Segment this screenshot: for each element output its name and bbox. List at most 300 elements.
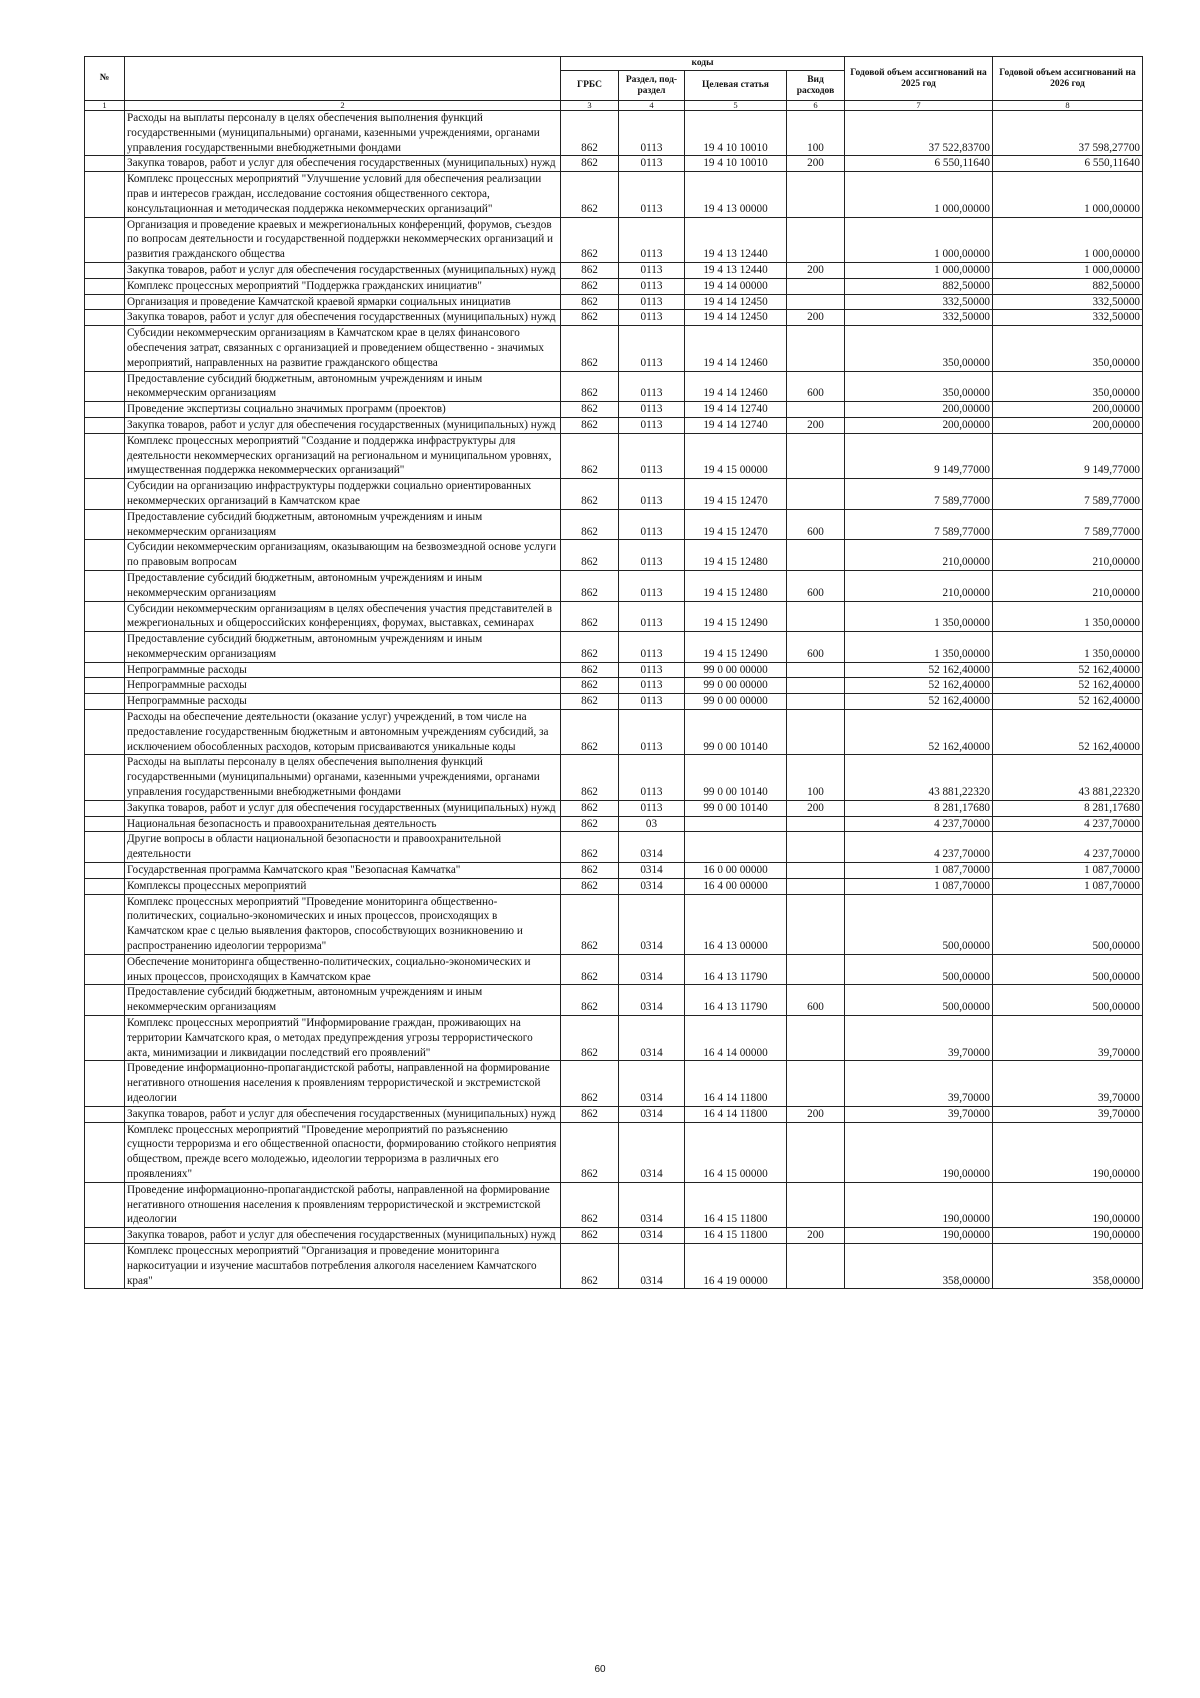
table-row bbox=[85, 632, 1143, 663]
row-target-article: 99 0 00 00000 bbox=[685, 662, 787, 678]
table-row bbox=[85, 694, 1143, 710]
row-expense-type: 200 bbox=[787, 1228, 845, 1244]
row-grbs: 862 bbox=[561, 509, 619, 540]
row-description: Предоставление субсидий бюджетным, автономным учреждениям и иным некоммерческим организациям bbox=[125, 985, 561, 1016]
row-amount-2025: 200,00000 bbox=[845, 417, 993, 433]
row-grbs: 862 bbox=[561, 540, 619, 571]
row-expense-type: 600 bbox=[787, 985, 845, 1016]
column-index: 6 bbox=[787, 101, 845, 111]
row-description: Комплекс процессных мероприятий "Информирование граждан, проживающих на территории Камчатского края, о методах предупреждения угрозы террористического акта, минимизации и ликвидации последствий его проявлений" bbox=[125, 1016, 561, 1061]
row-target-article: 16 4 13 11790 bbox=[685, 985, 787, 1016]
row-amount-2025: 7 589,77000 bbox=[845, 509, 993, 540]
row-amount-2026: 4 237,70000 bbox=[993, 816, 1143, 832]
row-expense-type bbox=[787, 894, 845, 954]
row-grbs: 862 bbox=[561, 710, 619, 755]
row-razdel: 0113 bbox=[619, 479, 685, 510]
row-description: Субсидии некоммерческим организациям в Камчатском крае в целях финансового обеспечения затрат, связанных с организацией и проведением общественно - значимых мероприятий, направленных на развитие гражданского общества bbox=[125, 326, 561, 371]
row-razdel: 0113 bbox=[619, 755, 685, 800]
row-target-article: 16 0 00 00000 bbox=[685, 863, 787, 879]
table-row bbox=[85, 1182, 1143, 1227]
row-description: Закупка товаров, работ и услуг для обеспечения государственных (муниципальных) нужд bbox=[125, 800, 561, 816]
row-grbs: 862 bbox=[561, 156, 619, 172]
row-razdel: 0113 bbox=[619, 156, 685, 172]
row-amount-2026: 882,50000 bbox=[993, 278, 1143, 294]
row-target-article: 19 4 15 12480 bbox=[685, 570, 787, 601]
column-index: 8 bbox=[993, 101, 1143, 111]
row-description: Субсидии некоммерческим организациям, оказывающим на безвозмездной основе услуги по правовым вопросам bbox=[125, 540, 561, 571]
row-target-article: 19 4 15 12490 bbox=[685, 601, 787, 632]
row-expense-type: 100 bbox=[787, 755, 845, 800]
row-razdel: 0113 bbox=[619, 540, 685, 571]
row-expense-type bbox=[787, 294, 845, 310]
table-row bbox=[85, 262, 1143, 278]
row-amount-2025: 52 162,40000 bbox=[845, 662, 993, 678]
row-amount-2025: 500,00000 bbox=[845, 894, 993, 954]
row-target-article: 19 4 13 12440 bbox=[685, 217, 787, 262]
row-grbs: 862 bbox=[561, 172, 619, 217]
row-amount-2026: 1 350,00000 bbox=[993, 632, 1143, 663]
row-number-cell bbox=[85, 172, 125, 217]
header-description bbox=[125, 57, 561, 101]
row-expense-type bbox=[787, 1182, 845, 1227]
table-row bbox=[85, 570, 1143, 601]
row-description: Расходы на выплаты персоналу в целях обеспечения выполнения функций государственными (муниципальными) органами, казенными учреждениями, органами управления государственными внебюджетными фондами bbox=[125, 111, 561, 156]
table-row bbox=[85, 832, 1143, 863]
table-row bbox=[85, 1243, 1143, 1288]
row-description: Проведение информационно-пропагандистской работы, направленной на формирование негативного отношения населения к проявлениям террористической и экстремистской идеологии bbox=[125, 1061, 561, 1106]
row-number-cell bbox=[85, 863, 125, 879]
row-amount-2025: 1 350,00000 bbox=[845, 601, 993, 632]
column-index: 3 bbox=[561, 101, 619, 111]
row-amount-2025: 7 589,77000 bbox=[845, 479, 993, 510]
row-razdel: 0113 bbox=[619, 710, 685, 755]
row-grbs: 862 bbox=[561, 1061, 619, 1106]
row-amount-2026: 52 162,40000 bbox=[993, 662, 1143, 678]
row-target-article: 19 4 14 12460 bbox=[685, 326, 787, 371]
row-amount-2025: 52 162,40000 bbox=[845, 694, 993, 710]
row-number-cell bbox=[85, 262, 125, 278]
row-amount-2025: 190,00000 bbox=[845, 1122, 993, 1182]
row-amount-2025: 200,00000 bbox=[845, 402, 993, 418]
row-description: Предоставление субсидий бюджетным, автономным учреждениям и иным некоммерческим организациям bbox=[125, 570, 561, 601]
row-amount-2025: 332,50000 bbox=[845, 294, 993, 310]
row-razdel: 0314 bbox=[619, 954, 685, 985]
column-index: 2 bbox=[125, 101, 561, 111]
row-amount-2026: 39,70000 bbox=[993, 1016, 1143, 1061]
row-number-cell bbox=[85, 694, 125, 710]
row-expense-type bbox=[787, 540, 845, 571]
row-amount-2026: 350,00000 bbox=[993, 326, 1143, 371]
row-amount-2026: 39,70000 bbox=[993, 1061, 1143, 1106]
row-amount-2026: 190,00000 bbox=[993, 1228, 1143, 1244]
row-description: Комплекс процессных мероприятий "Проведение мониторинга общественно-политических, социально-экономических и иных процессов, происходящих в Камчатском крае с целью выявления факторов, способствующих возникновению и распространению идеологии терроризма" bbox=[125, 894, 561, 954]
row-amount-2025: 332,50000 bbox=[845, 310, 993, 326]
row-description: Организация и проведение Камчатской краевой ярмарки социальных инициатив bbox=[125, 294, 561, 310]
row-amount-2026: 52 162,40000 bbox=[993, 678, 1143, 694]
row-grbs: 862 bbox=[561, 632, 619, 663]
row-number-cell bbox=[85, 570, 125, 601]
row-expense-type bbox=[787, 326, 845, 371]
row-amount-2026: 500,00000 bbox=[993, 985, 1143, 1016]
row-amount-2026: 7 589,77000 bbox=[993, 509, 1143, 540]
row-target-article: 19 4 10 10010 bbox=[685, 156, 787, 172]
row-amount-2026: 1 000,00000 bbox=[993, 262, 1143, 278]
header-2025: Годовой объем ассигнований на 2025 год bbox=[845, 57, 993, 101]
row-grbs: 862 bbox=[561, 326, 619, 371]
row-target-article: 19 4 15 12480 bbox=[685, 540, 787, 571]
row-description: Организация и проведение краевых и межрегиональных конференций, форумов, съездов по вопросам деятельности и государственной поддержки некоммерческих организаций и развития гражданского общества bbox=[125, 217, 561, 262]
row-amount-2026: 190,00000 bbox=[993, 1122, 1143, 1182]
row-amount-2025: 39,70000 bbox=[845, 1061, 993, 1106]
row-razdel: 0113 bbox=[619, 294, 685, 310]
row-number-cell bbox=[85, 1122, 125, 1182]
row-amount-2025: 358,00000 bbox=[845, 1243, 993, 1288]
row-number-cell bbox=[85, 278, 125, 294]
row-amount-2025: 52 162,40000 bbox=[845, 710, 993, 755]
row-razdel: 0314 bbox=[619, 832, 685, 863]
row-amount-2025: 190,00000 bbox=[845, 1182, 993, 1227]
header-codes: коды bbox=[561, 57, 845, 71]
row-expense-type: 200 bbox=[787, 417, 845, 433]
row-amount-2025: 43 881,22320 bbox=[845, 755, 993, 800]
row-target-article: 19 4 15 00000 bbox=[685, 433, 787, 478]
row-amount-2026: 190,00000 bbox=[993, 1182, 1143, 1227]
row-amount-2026: 6 550,11640 bbox=[993, 156, 1143, 172]
row-number-cell bbox=[85, 111, 125, 156]
table-row bbox=[85, 278, 1143, 294]
budget-table bbox=[84, 56, 1143, 1289]
row-expense-type bbox=[787, 1243, 845, 1288]
row-amount-2026: 500,00000 bbox=[993, 954, 1143, 985]
row-number-cell bbox=[85, 894, 125, 954]
row-razdel: 0314 bbox=[619, 1243, 685, 1288]
row-description: Субсидии на организацию инфраструктуры поддержки социально ориентированных некоммерческих организаций в Камчатском крае bbox=[125, 479, 561, 510]
row-number-cell bbox=[85, 326, 125, 371]
row-description: Закупка товаров, работ и услуг для обеспечения государственных (муниципальных) нужд bbox=[125, 156, 561, 172]
row-razdel: 0113 bbox=[619, 417, 685, 433]
row-number-cell bbox=[85, 662, 125, 678]
row-razdel: 0113 bbox=[619, 172, 685, 217]
row-number-cell bbox=[85, 878, 125, 894]
row-grbs: 862 bbox=[561, 1106, 619, 1122]
row-amount-2025: 1 000,00000 bbox=[845, 217, 993, 262]
row-target-article: 99 0 00 10140 bbox=[685, 755, 787, 800]
row-amount-2025: 4 237,70000 bbox=[845, 816, 993, 832]
row-target-article bbox=[685, 816, 787, 832]
table-row bbox=[85, 863, 1143, 879]
row-target-article: 99 0 00 00000 bbox=[685, 678, 787, 694]
row-description: Закупка товаров, работ и услуг для обеспечения государственных (муниципальных) нужд bbox=[125, 1106, 561, 1122]
table-row bbox=[85, 954, 1143, 985]
row-target-article: 19 4 13 12440 bbox=[685, 262, 787, 278]
row-amount-2025: 350,00000 bbox=[845, 326, 993, 371]
row-amount-2025: 4 237,70000 bbox=[845, 832, 993, 863]
row-expense-type bbox=[787, 694, 845, 710]
row-amount-2026: 1 350,00000 bbox=[993, 601, 1143, 632]
row-amount-2026: 210,00000 bbox=[993, 540, 1143, 571]
row-description: Национальная безопасность и правоохранительная деятельность bbox=[125, 816, 561, 832]
row-number-cell bbox=[85, 402, 125, 418]
row-target-article: 16 4 00 00000 bbox=[685, 878, 787, 894]
table-row bbox=[85, 662, 1143, 678]
row-grbs: 862 bbox=[561, 1016, 619, 1061]
row-number-cell bbox=[85, 832, 125, 863]
row-description: Расходы на выплаты персоналу в целях обеспечения выполнения функций государственными (муниципальными) органами, казенными учреждениями, органами управления государственными внебюджетными фондами bbox=[125, 755, 561, 800]
row-expense-type: 200 bbox=[787, 800, 845, 816]
row-target-article: 19 4 14 12450 bbox=[685, 310, 787, 326]
row-number-cell bbox=[85, 417, 125, 433]
row-expense-type bbox=[787, 710, 845, 755]
row-target-article: 19 4 15 12470 bbox=[685, 479, 787, 510]
row-description: Комплекс процессных мероприятий "Проведение мероприятий по разъяснению сущности терроризма и его общественной опасности, формированию стойкого неприятия обществом, прежде всего молодежью, идеологии терроризма в различных его проявлениях" bbox=[125, 1122, 561, 1182]
row-razdel: 0113 bbox=[619, 509, 685, 540]
table-row bbox=[85, 800, 1143, 816]
row-expense-type: 600 bbox=[787, 570, 845, 601]
row-grbs: 862 bbox=[561, 863, 619, 879]
table-row bbox=[85, 540, 1143, 571]
row-grbs: 862 bbox=[561, 755, 619, 800]
row-target-article: 19 4 15 12470 bbox=[685, 509, 787, 540]
row-target-article: 99 0 00 00000 bbox=[685, 694, 787, 710]
row-amount-2026: 7 589,77000 bbox=[993, 479, 1143, 510]
row-description: Комплекс процессных мероприятий "Организация и проведение мониторинга наркоситуации и изучение масштабов потребления алкоголя населением Камчатского края" bbox=[125, 1243, 561, 1288]
row-target-article: 16 4 13 00000 bbox=[685, 894, 787, 954]
row-amount-2025: 1 000,00000 bbox=[845, 172, 993, 217]
row-razdel: 0113 bbox=[619, 262, 685, 278]
row-amount-2026: 350,00000 bbox=[993, 371, 1143, 402]
row-target-article: 16 4 14 11800 bbox=[685, 1106, 787, 1122]
table-row bbox=[85, 755, 1143, 800]
row-expense-type bbox=[787, 601, 845, 632]
row-amount-2026: 332,50000 bbox=[993, 310, 1143, 326]
row-number-cell bbox=[85, 217, 125, 262]
row-number-cell bbox=[85, 632, 125, 663]
row-grbs: 862 bbox=[561, 111, 619, 156]
header-razdel: Раздел, под-раздел bbox=[619, 71, 685, 101]
row-razdel: 0314 bbox=[619, 863, 685, 879]
table-row bbox=[85, 217, 1143, 262]
row-target-article: 19 4 14 00000 bbox=[685, 278, 787, 294]
row-amount-2025: 210,00000 bbox=[845, 540, 993, 571]
row-expense-type bbox=[787, 278, 845, 294]
row-grbs: 862 bbox=[561, 294, 619, 310]
row-description: Расходы на обеспечение деятельности (оказание услуг) учреждений, в том числе на предоставление государственным бюджетным и автономным учреждениям субсидий, за исключением обособленных расходов, которым присваиваются уникальные коды bbox=[125, 710, 561, 755]
row-razdel: 0113 bbox=[619, 662, 685, 678]
row-razdel: 0314 bbox=[619, 1182, 685, 1227]
row-amount-2025: 1 087,70000 bbox=[845, 863, 993, 879]
row-number-cell bbox=[85, 540, 125, 571]
row-expense-type: 200 bbox=[787, 1106, 845, 1122]
row-amount-2026: 43 881,22320 bbox=[993, 755, 1143, 800]
row-amount-2025: 882,50000 bbox=[845, 278, 993, 294]
row-number-cell bbox=[85, 371, 125, 402]
row-amount-2026: 4 237,70000 bbox=[993, 832, 1143, 863]
header-2026: Годовой объем ассигнований на 2026 год bbox=[993, 57, 1143, 101]
row-razdel: 03 bbox=[619, 816, 685, 832]
row-number-cell bbox=[85, 816, 125, 832]
table-row bbox=[85, 878, 1143, 894]
column-index: 7 bbox=[845, 101, 993, 111]
row-target-article: 16 4 14 00000 bbox=[685, 1016, 787, 1061]
table-row bbox=[85, 1228, 1143, 1244]
table-row bbox=[85, 326, 1143, 371]
row-amount-2026: 52 162,40000 bbox=[993, 694, 1143, 710]
row-number-cell bbox=[85, 310, 125, 326]
row-amount-2026: 52 162,40000 bbox=[993, 710, 1143, 755]
table-row bbox=[85, 417, 1143, 433]
row-target-article: 16 4 15 00000 bbox=[685, 1122, 787, 1182]
table-row bbox=[85, 1122, 1143, 1182]
row-amount-2025: 1 087,70000 bbox=[845, 878, 993, 894]
row-amount-2025: 39,70000 bbox=[845, 1106, 993, 1122]
row-grbs: 862 bbox=[561, 800, 619, 816]
row-grbs: 862 bbox=[561, 894, 619, 954]
row-number-cell bbox=[85, 1228, 125, 1244]
row-expense-type bbox=[787, 863, 845, 879]
row-number-cell bbox=[85, 294, 125, 310]
row-number-cell bbox=[85, 678, 125, 694]
row-amount-2026: 37 598,27700 bbox=[993, 111, 1143, 156]
row-razdel: 0113 bbox=[619, 800, 685, 816]
row-razdel: 0113 bbox=[619, 217, 685, 262]
row-amount-2026: 210,00000 bbox=[993, 570, 1143, 601]
row-description: Проведение информационно-пропагандистской работы, направленной на формирование негативного отношения населения к проявлениям террористической и экстремистской идеологии bbox=[125, 1182, 561, 1227]
row-target-article: 16 4 19 00000 bbox=[685, 1243, 787, 1288]
row-grbs: 862 bbox=[561, 417, 619, 433]
row-razdel: 0113 bbox=[619, 678, 685, 694]
row-grbs: 862 bbox=[561, 371, 619, 402]
row-razdel: 0113 bbox=[619, 694, 685, 710]
table-row bbox=[85, 402, 1143, 418]
header-num: № bbox=[85, 57, 125, 101]
table-row bbox=[85, 111, 1143, 156]
row-expense-type bbox=[787, 816, 845, 832]
row-razdel: 0113 bbox=[619, 601, 685, 632]
row-target-article: 16 4 15 11800 bbox=[685, 1182, 787, 1227]
row-amount-2026: 358,00000 bbox=[993, 1243, 1143, 1288]
table-row bbox=[85, 156, 1143, 172]
row-razdel: 0113 bbox=[619, 278, 685, 294]
row-amount-2026: 39,70000 bbox=[993, 1106, 1143, 1122]
row-grbs: 862 bbox=[561, 601, 619, 632]
row-amount-2025: 8 281,17680 bbox=[845, 800, 993, 816]
row-grbs: 862 bbox=[561, 1182, 619, 1227]
row-amount-2025: 39,70000 bbox=[845, 1016, 993, 1061]
header-grbs: ГРБС bbox=[561, 71, 619, 101]
row-amount-2025: 6 550,11640 bbox=[845, 156, 993, 172]
row-grbs: 862 bbox=[561, 262, 619, 278]
table-row bbox=[85, 985, 1143, 1016]
row-description: Субсидии некоммерческим организациям в целях обеспечения участия представителей в межрегиональных и общероссийских конференциях, форумах, выставках, семинарах bbox=[125, 601, 561, 632]
row-amount-2026: 1 000,00000 bbox=[993, 217, 1143, 262]
row-amount-2026: 200,00000 bbox=[993, 402, 1143, 418]
row-amount-2025: 500,00000 bbox=[845, 954, 993, 985]
row-grbs: 862 bbox=[561, 217, 619, 262]
row-number-cell bbox=[85, 755, 125, 800]
row-razdel: 0113 bbox=[619, 402, 685, 418]
row-description: Проведение экспертизы социально значимых программ (проектов) bbox=[125, 402, 561, 418]
row-amount-2026: 1 087,70000 bbox=[993, 863, 1143, 879]
table-row bbox=[85, 310, 1143, 326]
row-amount-2025: 350,00000 bbox=[845, 371, 993, 402]
row-grbs: 862 bbox=[561, 1243, 619, 1288]
row-grbs: 862 bbox=[561, 694, 619, 710]
row-target-article: 19 4 14 12740 bbox=[685, 402, 787, 418]
row-number-cell bbox=[85, 985, 125, 1016]
row-amount-2025: 210,00000 bbox=[845, 570, 993, 601]
row-number-cell bbox=[85, 509, 125, 540]
row-number-cell bbox=[85, 601, 125, 632]
row-grbs: 862 bbox=[561, 570, 619, 601]
row-razdel: 0314 bbox=[619, 1228, 685, 1244]
table-row bbox=[85, 294, 1143, 310]
row-expense-type bbox=[787, 832, 845, 863]
table-row bbox=[85, 172, 1143, 217]
row-number-cell bbox=[85, 1182, 125, 1227]
row-amount-2025: 190,00000 bbox=[845, 1228, 993, 1244]
row-description: Предоставление субсидий бюджетным, автономным учреждениям и иным некоммерческим организациям bbox=[125, 509, 561, 540]
row-grbs: 862 bbox=[561, 402, 619, 418]
column-index: 4 bbox=[619, 101, 685, 111]
row-expense-type: 200 bbox=[787, 156, 845, 172]
row-expense-type: 600 bbox=[787, 371, 845, 402]
row-target-article: 99 0 00 10140 bbox=[685, 800, 787, 816]
row-expense-type: 200 bbox=[787, 262, 845, 278]
row-number-cell bbox=[85, 1016, 125, 1061]
row-number-cell bbox=[85, 710, 125, 755]
row-amount-2026: 8 281,17680 bbox=[993, 800, 1143, 816]
row-target-article: 16 4 15 11800 bbox=[685, 1228, 787, 1244]
row-amount-2026: 1 000,00000 bbox=[993, 172, 1143, 217]
row-number-cell bbox=[85, 800, 125, 816]
header-csr: Целевая статья bbox=[685, 71, 787, 101]
row-number-cell bbox=[85, 156, 125, 172]
row-expense-type: 100 bbox=[787, 111, 845, 156]
table-row bbox=[85, 601, 1143, 632]
row-razdel: 0314 bbox=[619, 878, 685, 894]
row-grbs: 862 bbox=[561, 433, 619, 478]
row-expense-type bbox=[787, 1122, 845, 1182]
row-expense-type bbox=[787, 662, 845, 678]
row-grbs: 862 bbox=[561, 816, 619, 832]
row-expense-type bbox=[787, 878, 845, 894]
row-grbs: 862 bbox=[561, 479, 619, 510]
row-amount-2025: 1 000,00000 bbox=[845, 262, 993, 278]
row-razdel: 0113 bbox=[619, 632, 685, 663]
row-expense-type bbox=[787, 402, 845, 418]
row-target-article: 19 4 14 12450 bbox=[685, 294, 787, 310]
row-razdel: 0113 bbox=[619, 371, 685, 402]
row-expense-type bbox=[787, 217, 845, 262]
row-grbs: 862 bbox=[561, 985, 619, 1016]
row-number-cell bbox=[85, 1243, 125, 1288]
row-amount-2026: 200,00000 bbox=[993, 417, 1143, 433]
table-body bbox=[85, 111, 1143, 1289]
row-razdel: 0113 bbox=[619, 433, 685, 478]
row-amount-2025: 500,00000 bbox=[845, 985, 993, 1016]
row-amount-2026: 9 149,77000 bbox=[993, 433, 1143, 478]
row-number-cell bbox=[85, 1061, 125, 1106]
table-row bbox=[85, 678, 1143, 694]
table-row bbox=[85, 816, 1143, 832]
page-number: 60 bbox=[594, 1664, 606, 1675]
table-row bbox=[85, 479, 1143, 510]
row-target-article: 99 0 00 10140 bbox=[685, 710, 787, 755]
row-target-article: 16 4 14 11800 bbox=[685, 1061, 787, 1106]
row-amount-2026: 500,00000 bbox=[993, 894, 1143, 954]
row-grbs: 862 bbox=[561, 662, 619, 678]
row-razdel: 0314 bbox=[619, 1122, 685, 1182]
